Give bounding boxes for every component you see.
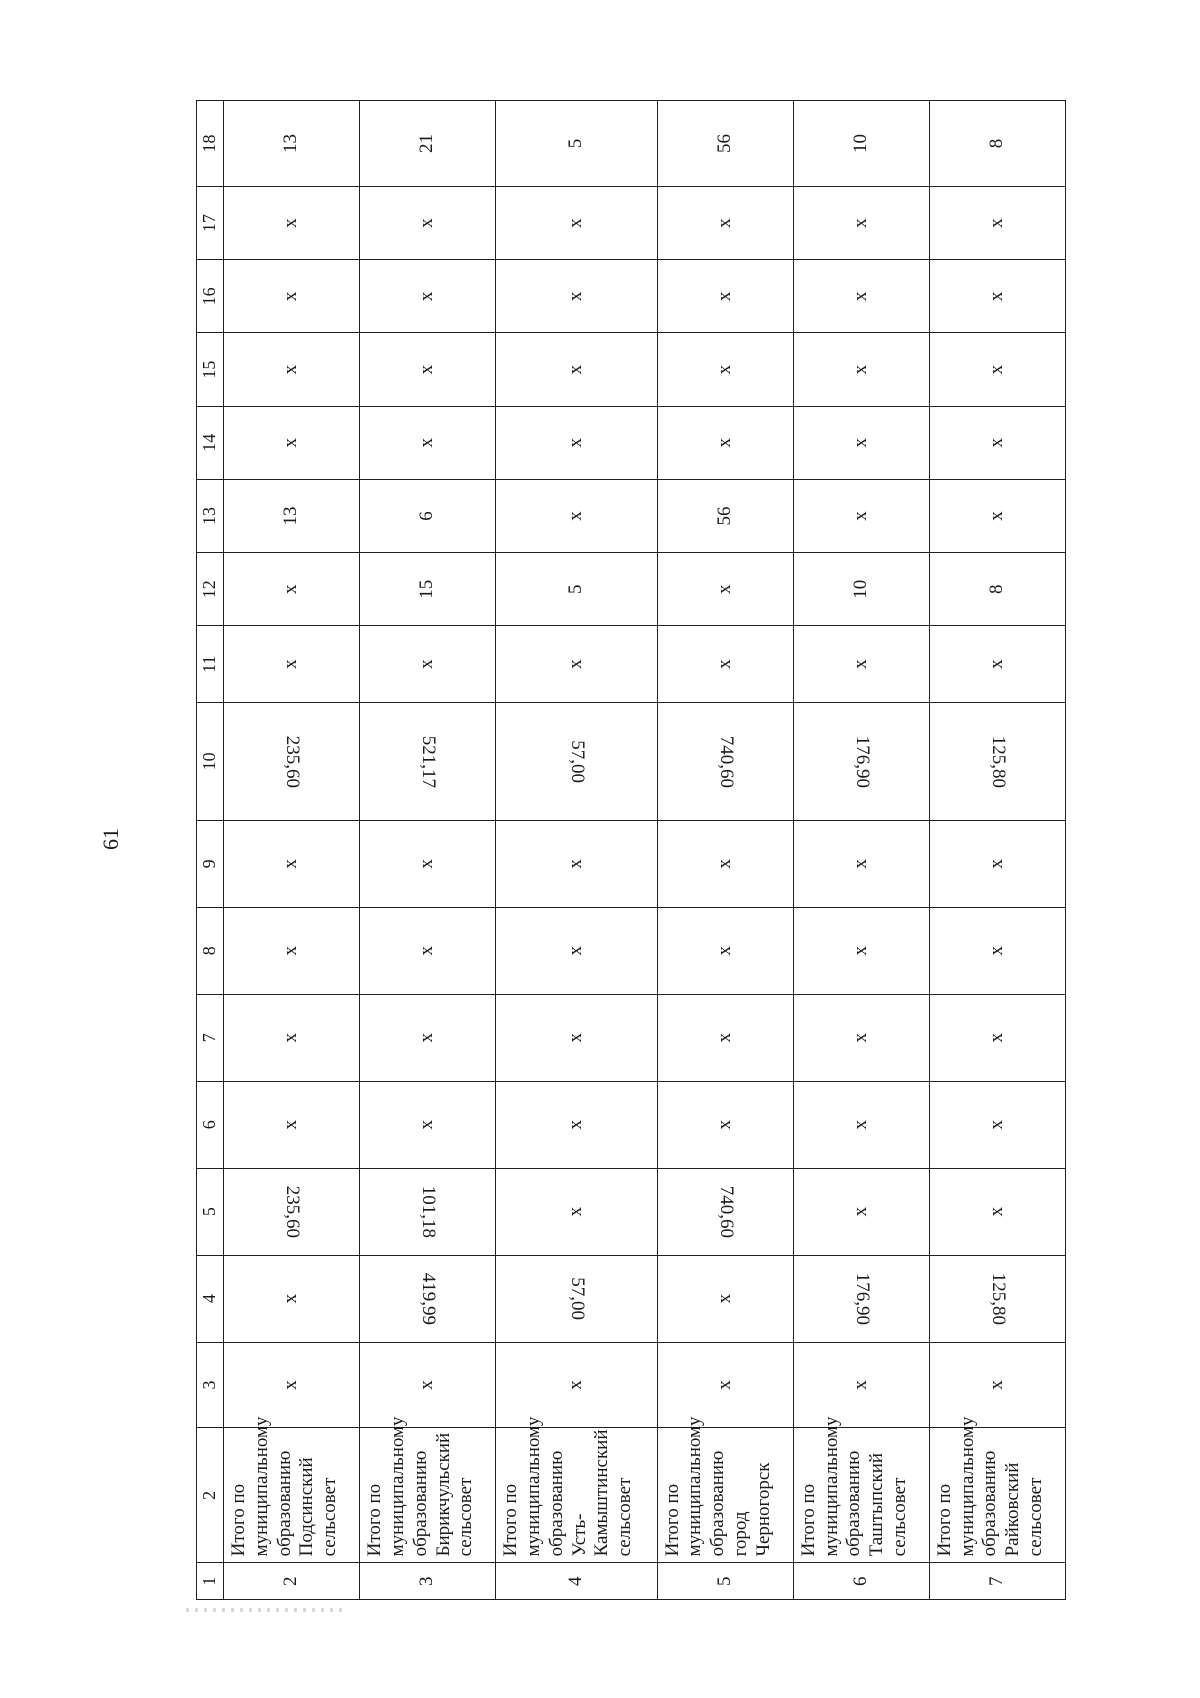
cell-value: x	[849, 364, 871, 375]
cell-value: x	[416, 1380, 438, 1390]
cell-value: x	[985, 1119, 1007, 1130]
value-cell-col-4	[793, 1255, 929, 1342]
value-cell-col-9	[224, 820, 360, 907]
value-cell-col-11	[929, 626, 1065, 703]
cell-value: x	[564, 859, 586, 869]
cell-value: 56	[713, 506, 735, 526]
cell-value: 5	[564, 584, 586, 594]
value-cell-col-18	[224, 101, 360, 187]
value-cell-col-14	[496, 406, 657, 479]
cell-value: 521,17	[418, 735, 440, 788]
value-cell-col-7	[224, 994, 360, 1081]
value-cell-col-7	[496, 994, 657, 1081]
cell-value: x	[280, 1119, 302, 1130]
cell-value: 13	[280, 134, 302, 154]
cell-value: x	[416, 364, 438, 375]
cell-value: 8	[985, 584, 1007, 594]
row-number-cell: 5	[657, 1563, 793, 1600]
value-cell-col-7	[360, 994, 496, 1081]
value-cell-col-5	[224, 1168, 360, 1255]
column-number-header: 13	[197, 479, 224, 552]
summary-table	[196, 100, 1066, 1600]
cell-value: x	[416, 438, 438, 448]
cell-value: 419,99	[418, 1272, 440, 1325]
value-cell-col-11	[793, 626, 929, 703]
value-cell-col-17	[360, 187, 496, 260]
value-cell-col-12	[496, 553, 657, 626]
value-cell-col-8	[929, 907, 1065, 994]
column-number-header: 15	[197, 333, 224, 406]
cell-value: x	[713, 859, 735, 869]
cell-value: x	[713, 364, 735, 375]
cell-value: 5	[564, 138, 586, 149]
cell-value: x	[849, 946, 871, 956]
cell-value: x	[416, 1119, 438, 1130]
cell-value: x	[416, 659, 438, 669]
cell-value: x	[713, 1032, 735, 1043]
column-number-header: 2	[197, 1428, 224, 1563]
value-cell-col-18	[657, 101, 793, 187]
value-cell-col-11	[360, 626, 496, 703]
cell-value: x	[280, 946, 302, 956]
value-cell-col-11	[224, 626, 360, 703]
cell-value: x	[280, 438, 302, 448]
cell-value: x	[564, 1206, 586, 1217]
cell-value: x	[280, 859, 302, 869]
cell-value: x	[849, 291, 871, 302]
cell-value: x	[713, 291, 735, 302]
row-number-cell: 2	[224, 1563, 360, 1600]
table-row	[360, 101, 496, 1600]
column-number-header: 6	[197, 1081, 224, 1168]
value-cell-col-13	[224, 479, 360, 552]
cell-value: 740,60	[715, 1185, 737, 1238]
value-cell-col-18	[496, 101, 657, 187]
column-number-header: 10	[197, 702, 224, 820]
value-cell-col-8	[657, 907, 793, 994]
value-cell-col-13	[657, 479, 793, 552]
value-cell-col-9	[657, 820, 793, 907]
cell-value: x	[985, 218, 1007, 228]
cell-value: x	[849, 1032, 871, 1043]
value-cell-col-16	[793, 260, 929, 333]
value-cell-col-12	[929, 553, 1065, 626]
value-cell-col-6	[793, 1081, 929, 1168]
column-number-header: 1	[197, 1563, 224, 1600]
cell-value: x	[849, 218, 871, 228]
cell-value: x	[985, 659, 1007, 669]
municipality-name-cell: Итого по муниципальному образованию Усть-Камыштинский сельсовет	[496, 1428, 657, 1563]
cell-value: 21	[416, 134, 438, 154]
cell-value: x	[849, 438, 871, 448]
value-cell-col-8	[360, 907, 496, 994]
column-number-header: 11	[197, 626, 224, 703]
value-cell-col-3	[929, 1342, 1065, 1428]
cell-value: x	[849, 1206, 871, 1217]
cell-value: x	[713, 659, 735, 669]
value-cell-col-4	[360, 1255, 496, 1342]
cell-value: x	[849, 859, 871, 869]
cell-value: 10	[849, 579, 871, 599]
cell-value: x	[985, 859, 1007, 869]
cell-value: x	[713, 1119, 735, 1130]
value-cell-col-12	[793, 553, 929, 626]
value-cell-col-6	[496, 1081, 657, 1168]
cell-value: 125,80	[987, 735, 1009, 788]
value-cell-col-3	[793, 1342, 929, 1428]
cell-value: x	[849, 1380, 871, 1390]
column-number-header: 7	[197, 994, 224, 1081]
cell-value: x	[280, 1032, 302, 1043]
cell-value: 13	[280, 506, 302, 526]
cell-value: x	[564, 218, 586, 228]
column-number-header: 4	[197, 1255, 224, 1342]
cell-value: x	[713, 438, 735, 448]
cell-value: x	[985, 946, 1007, 956]
cell-value: x	[564, 511, 586, 521]
cell-value: x	[280, 1380, 302, 1390]
value-cell-col-15	[496, 333, 657, 406]
table-body	[197, 101, 1066, 1600]
cell-value: x	[416, 1032, 438, 1043]
value-cell-col-12	[224, 553, 360, 626]
row-number-cell: 3	[360, 1563, 496, 1600]
value-cell-col-16	[224, 260, 360, 333]
value-cell-col-6	[657, 1081, 793, 1168]
cell-value: x	[280, 659, 302, 669]
value-cell-col-12	[657, 553, 793, 626]
value-cell-col-9	[793, 820, 929, 907]
cell-value: 101,18	[418, 1185, 440, 1238]
value-cell-col-7	[793, 994, 929, 1081]
value-cell-col-9	[929, 820, 1065, 907]
value-cell-col-8	[496, 907, 657, 994]
value-cell-col-5	[793, 1168, 929, 1255]
cell-value: x	[849, 1119, 871, 1130]
value-cell-col-6	[929, 1081, 1065, 1168]
value-cell-col-13	[360, 479, 496, 552]
cell-value: x	[280, 1293, 302, 1304]
value-cell-col-5	[496, 1168, 657, 1255]
scan-artifact	[186, 1608, 346, 1612]
cell-value: 57,00	[566, 740, 588, 783]
column-number-header: 8	[197, 907, 224, 994]
cell-value: x	[849, 659, 871, 669]
value-cell-col-13	[496, 479, 657, 552]
cell-value: x	[564, 364, 586, 375]
cell-value: x	[564, 946, 586, 956]
cell-value: x	[985, 364, 1007, 375]
cell-value: 176,90	[851, 735, 873, 788]
value-cell-col-17	[496, 187, 657, 260]
column-number-row	[197, 101, 224, 1600]
cell-value: 235,60	[282, 1185, 303, 1238]
value-cell-col-3	[224, 1342, 360, 1428]
value-cell-col-10	[793, 702, 929, 820]
value-cell-col-16	[360, 260, 496, 333]
value-cell-col-7	[657, 994, 793, 1081]
value-cell-col-17	[224, 187, 360, 260]
cell-value: x	[280, 364, 302, 375]
cell-value: 8	[985, 138, 1007, 149]
value-cell-col-9	[496, 820, 657, 907]
value-cell-col-5	[929, 1168, 1065, 1255]
cell-value: x	[564, 438, 586, 448]
cell-value: x	[280, 584, 302, 594]
value-cell-col-17	[929, 187, 1065, 260]
cell-value: x	[280, 218, 302, 228]
cell-value: 176,90	[851, 1272, 873, 1325]
page-number: 61	[98, 828, 123, 850]
cell-value: x	[713, 946, 735, 956]
cell-value: x	[564, 1119, 586, 1130]
value-cell-col-6	[360, 1081, 496, 1168]
value-cell-col-4	[224, 1255, 360, 1342]
column-number-header: 16	[197, 260, 224, 333]
value-cell-col-17	[657, 187, 793, 260]
value-cell-col-12	[360, 553, 496, 626]
cell-value: 125,80	[987, 1272, 1009, 1325]
municipality-name-cell: Итого по муниципальному образованию Бирикчульский сельсовет	[360, 1428, 496, 1563]
cell-value: 57,00	[566, 1277, 588, 1320]
value-cell-col-5	[657, 1168, 793, 1255]
value-cell-col-15	[224, 333, 360, 406]
cell-value: 740,60	[715, 735, 737, 788]
rotated-table-container	[196, 100, 1066, 1600]
value-cell-col-16	[929, 260, 1065, 333]
column-number-header: 12	[197, 553, 224, 626]
value-cell-col-9	[360, 820, 496, 907]
cell-value: x	[713, 1380, 735, 1390]
value-cell-col-4	[657, 1255, 793, 1342]
row-number-cell: 7	[929, 1563, 1065, 1600]
value-cell-col-3	[496, 1342, 657, 1428]
municipality-name-cell: Итого по муниципальному образованию Таштыпский сельсовет	[793, 1428, 929, 1563]
cell-value: x	[416, 946, 438, 956]
cell-value: x	[713, 218, 735, 228]
value-cell-col-14	[793, 406, 929, 479]
cell-value: x	[713, 1293, 735, 1304]
cell-value: x	[564, 659, 586, 669]
cell-value: 235,60	[282, 735, 303, 788]
value-cell-col-11	[496, 626, 657, 703]
cell-value: x	[849, 511, 871, 521]
cell-value: x	[985, 291, 1007, 302]
value-cell-col-8	[793, 907, 929, 994]
cell-value: x	[564, 1032, 586, 1043]
table-row	[657, 101, 793, 1600]
column-number-header: 14	[197, 406, 224, 479]
cell-value: x	[985, 1380, 1007, 1390]
value-cell-col-14	[224, 406, 360, 479]
value-cell-col-11	[657, 626, 793, 703]
cell-value: x	[564, 1380, 586, 1390]
value-cell-col-10	[657, 702, 793, 820]
column-number-header: 18	[197, 101, 224, 187]
cell-value: x	[713, 584, 735, 594]
value-cell-col-4	[929, 1255, 1065, 1342]
value-cell-col-5	[360, 1168, 496, 1255]
cell-value: x	[985, 1206, 1007, 1217]
value-cell-col-8	[224, 907, 360, 994]
column-number-header: 5	[197, 1168, 224, 1255]
cell-value: x	[564, 291, 586, 302]
cell-value: x	[985, 438, 1007, 448]
value-cell-col-10	[360, 702, 496, 820]
row-number-cell: 6	[793, 1563, 929, 1600]
value-cell-col-13	[793, 479, 929, 552]
value-cell-col-7	[929, 994, 1065, 1081]
cell-value: x	[416, 291, 438, 302]
value-cell-col-15	[360, 333, 496, 406]
value-cell-col-3	[657, 1342, 793, 1428]
cell-value: 10	[849, 134, 871, 154]
value-cell-col-18	[793, 101, 929, 187]
value-cell-col-13	[929, 479, 1065, 552]
cell-value: 15	[416, 579, 438, 599]
value-cell-col-14	[929, 406, 1065, 479]
value-cell-col-4	[496, 1255, 657, 1342]
value-cell-col-17	[793, 187, 929, 260]
table-row	[496, 101, 657, 1600]
cell-value: 56	[713, 134, 735, 154]
cell-value: x	[416, 859, 438, 869]
value-cell-col-6	[224, 1081, 360, 1168]
column-number-header: 3	[197, 1342, 224, 1428]
cell-value: x	[416, 218, 438, 228]
column-number-header: 17	[197, 187, 224, 260]
value-cell-col-15	[657, 333, 793, 406]
column-number-header: 9	[197, 820, 224, 907]
cell-value: x	[280, 291, 302, 302]
cell-value: x	[985, 511, 1007, 521]
row-number-cell: 4	[496, 1563, 657, 1600]
cell-value: 6	[416, 511, 438, 521]
value-cell-col-14	[360, 406, 496, 479]
table-row	[793, 101, 929, 1600]
table-row	[929, 101, 1065, 1600]
municipality-name-cell: Итого по муниципальному образованию город Черногорск	[657, 1428, 793, 1563]
value-cell-col-18	[929, 101, 1065, 187]
value-cell-col-10	[496, 702, 657, 820]
value-cell-col-14	[657, 406, 793, 479]
value-cell-col-16	[657, 260, 793, 333]
value-cell-col-16	[496, 260, 657, 333]
value-cell-col-15	[929, 333, 1065, 406]
cell-value: x	[985, 1032, 1007, 1043]
value-cell-col-15	[793, 333, 929, 406]
value-cell-col-10	[224, 702, 360, 820]
value-cell-col-10	[929, 702, 1065, 820]
municipality-name-cell: Итого по муниципальному образованию Райковский сельсовет	[929, 1428, 1065, 1563]
value-cell-col-3	[360, 1342, 496, 1428]
value-cell-col-18	[360, 101, 496, 187]
municipality-name-cell: Итого по муниципальному образованию Подсинский сельсовет	[224, 1428, 360, 1563]
table-row	[224, 101, 360, 1600]
